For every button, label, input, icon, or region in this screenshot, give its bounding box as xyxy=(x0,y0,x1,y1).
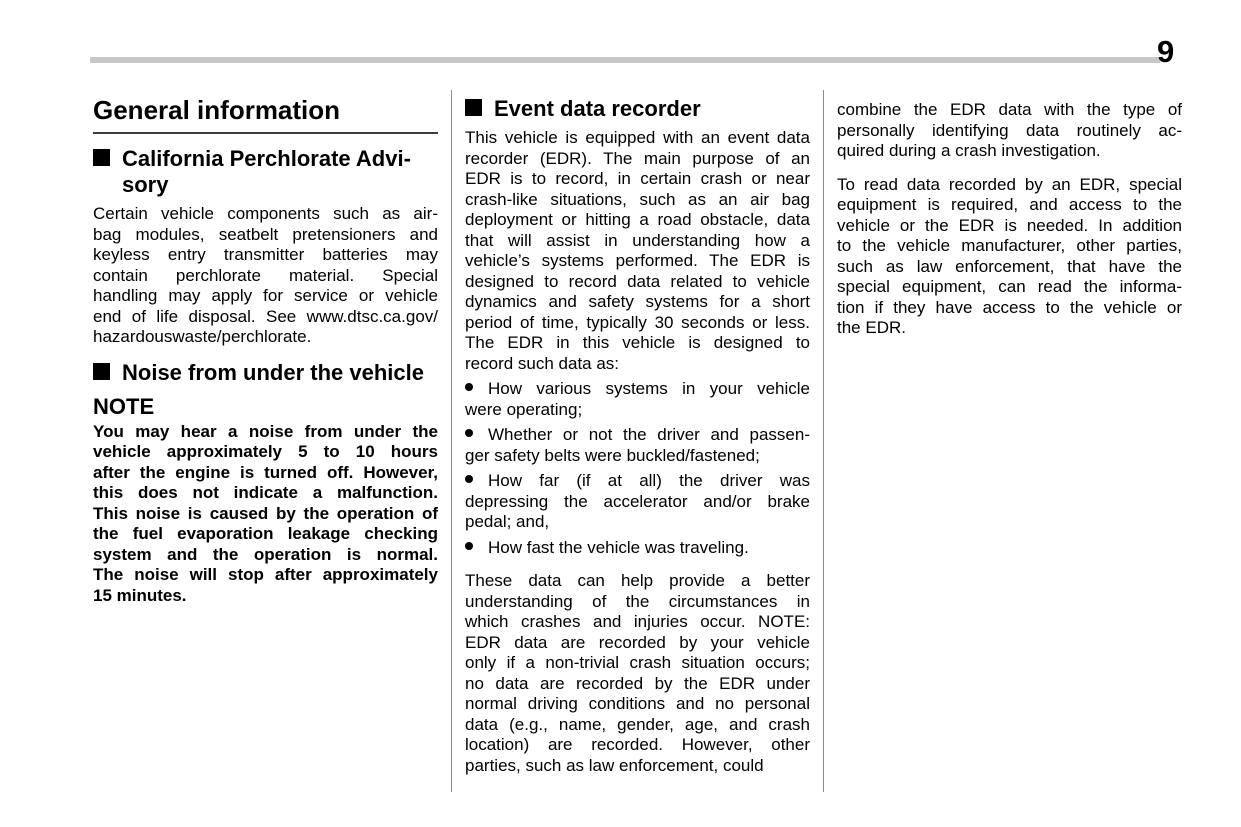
text-line: contain perchlorate material. Special xyxy=(93,265,438,285)
text-line: These data can help provide a better xyxy=(465,571,810,590)
text-line: Certain vehicle components such as air- xyxy=(93,204,438,223)
text-line: quired during a crash investigation. xyxy=(837,141,1101,160)
note-paragraph xyxy=(93,422,438,607)
paragraph xyxy=(93,204,438,348)
text-line: period of time, typically 30 seconds or less. xyxy=(465,312,810,332)
text-line: special equipment, can read the informa- xyxy=(837,277,1182,296)
paragraph xyxy=(465,128,810,374)
text-line: personally identifying data routinely ac- xyxy=(837,120,1182,140)
heading-line: sory xyxy=(122,172,169,197)
text-line: designed to record data related to vehicle xyxy=(465,271,810,291)
heading-line: California Perchlorate Advi- xyxy=(93,146,438,172)
text-line: This noise is caused by the operation of xyxy=(93,503,438,523)
text-line: vehicle or the EDR is needed. In addition xyxy=(837,215,1182,235)
text-line: data (e.g., name, gender, age, and crash xyxy=(465,714,810,734)
text-line: depressing the accelerator and/or brake xyxy=(465,491,810,511)
text-line: How various systems in your vehicle xyxy=(465,379,810,400)
text-line: combine the EDR data with the type of xyxy=(837,100,1182,119)
text-line: 15 minutes. xyxy=(93,585,187,605)
text-line: ger safety belts were buckled/fastened; xyxy=(465,445,760,465)
text-line: were operating; xyxy=(465,399,583,419)
text-line: equipment is required, and access to the xyxy=(837,195,1182,214)
text-line: location) are recorded. However, other xyxy=(465,735,810,754)
text-line: recorder (EDR). The main purpose of an xyxy=(465,148,810,168)
heading-line: Event data recorder xyxy=(465,96,810,122)
text-line: pedal; and, xyxy=(465,512,550,531)
text-line: handling may apply for service or vehicle xyxy=(93,286,438,305)
column-3 xyxy=(837,90,1182,339)
page-number: 9 xyxy=(1157,34,1175,69)
bullet-dot-icon xyxy=(465,542,473,550)
text-line: You may hear a noise from under the xyxy=(93,421,438,441)
text-line: keyless entry transmitter batteries may xyxy=(93,245,438,264)
column-2 xyxy=(465,90,810,776)
text-line: The noise will stop after approximately xyxy=(93,565,438,584)
text-line: record such data as: xyxy=(465,353,620,373)
doc-title: General information xyxy=(93,95,438,134)
column-1 xyxy=(93,90,438,606)
text-line: parties, such as law enforcement, could xyxy=(465,755,764,775)
text-line: tion if they have access to the vehicle or xyxy=(837,297,1182,317)
text-line: vehicle approximately 5 to 10 hours xyxy=(93,442,438,461)
text-line: bag modules, seatbelt pretensioners and xyxy=(93,224,438,244)
text-line: only if a non-trivial crash situation occurs; xyxy=(465,653,810,672)
text-line: understanding of the circumstances in xyxy=(465,591,810,611)
bullet-item xyxy=(465,471,810,533)
note-label: NOTE xyxy=(93,393,155,419)
text-line: EDR is to record, in certain crash or near xyxy=(465,169,810,188)
bullet-item xyxy=(465,425,810,466)
text-line: dynamics and safety systems for a short xyxy=(465,292,810,311)
paragraph xyxy=(837,175,1182,339)
text-line: Whether or not the driver and passen- xyxy=(465,425,810,446)
content-columns xyxy=(93,90,1182,792)
text-line: normal driving conditions and no personal xyxy=(465,694,810,713)
section-heading xyxy=(465,96,810,122)
text-line: to the vehicle manufacturer, other parties, xyxy=(837,236,1182,255)
section-heading xyxy=(93,360,438,386)
column-divider-1 xyxy=(451,90,452,792)
text-line: after the engine is turned off. However, xyxy=(93,462,438,482)
section-square-icon xyxy=(93,149,110,166)
text-line: that will assist in understanding how a xyxy=(465,230,810,250)
text-line: the EDR. xyxy=(837,318,906,337)
text-line: crash-like situations, such as an air bag xyxy=(465,189,810,209)
bullet-dot-icon xyxy=(465,429,473,437)
text-line: deployment or hitting a road obstacle, data xyxy=(465,210,810,229)
bullet-dot-icon xyxy=(465,475,473,483)
text-line: This vehicle is equipped with an event data xyxy=(465,128,810,147)
section-square-icon xyxy=(465,99,482,116)
text-line: The EDR in this vehicle is designed to xyxy=(465,333,810,352)
text-line: To read data recorded by an EDR, special xyxy=(837,174,1182,194)
section-square-icon xyxy=(93,363,110,380)
text-line: How far (if at all) the driver was xyxy=(465,471,810,492)
column-divider-2 xyxy=(823,90,824,792)
text-line: hazardouswaste/perchlorate. xyxy=(93,327,312,346)
text-line: which crashes and injuries occur. NOTE: xyxy=(465,612,810,631)
text-line: system and the operation is normal. xyxy=(93,544,438,564)
text-line: EDR data are recorded by your vehicle xyxy=(465,632,810,652)
paragraph xyxy=(837,100,1182,162)
paragraph xyxy=(465,571,810,776)
bullet-item xyxy=(465,379,810,420)
header-rule xyxy=(90,57,1160,63)
heading-line: Noise from under the vehicle xyxy=(93,360,438,386)
text-line: such as law enforcement, that have the xyxy=(837,256,1182,276)
text-line: How fast the vehicle was traveling. xyxy=(465,538,810,559)
section-heading xyxy=(93,146,438,198)
bullet-dot-icon xyxy=(465,383,473,391)
text-line: this does not indicate a malfunction. xyxy=(93,483,438,502)
text-line: the fuel evaporation leakage checking xyxy=(93,524,438,543)
text-line: no data are recorded by the EDR under xyxy=(465,673,810,693)
text-line: vehicle’s systems performed. The EDR is xyxy=(465,251,810,270)
text-line: end of life disposal. See www.dtsc.ca.gov/ xyxy=(93,306,438,326)
bullet-item xyxy=(465,538,810,559)
